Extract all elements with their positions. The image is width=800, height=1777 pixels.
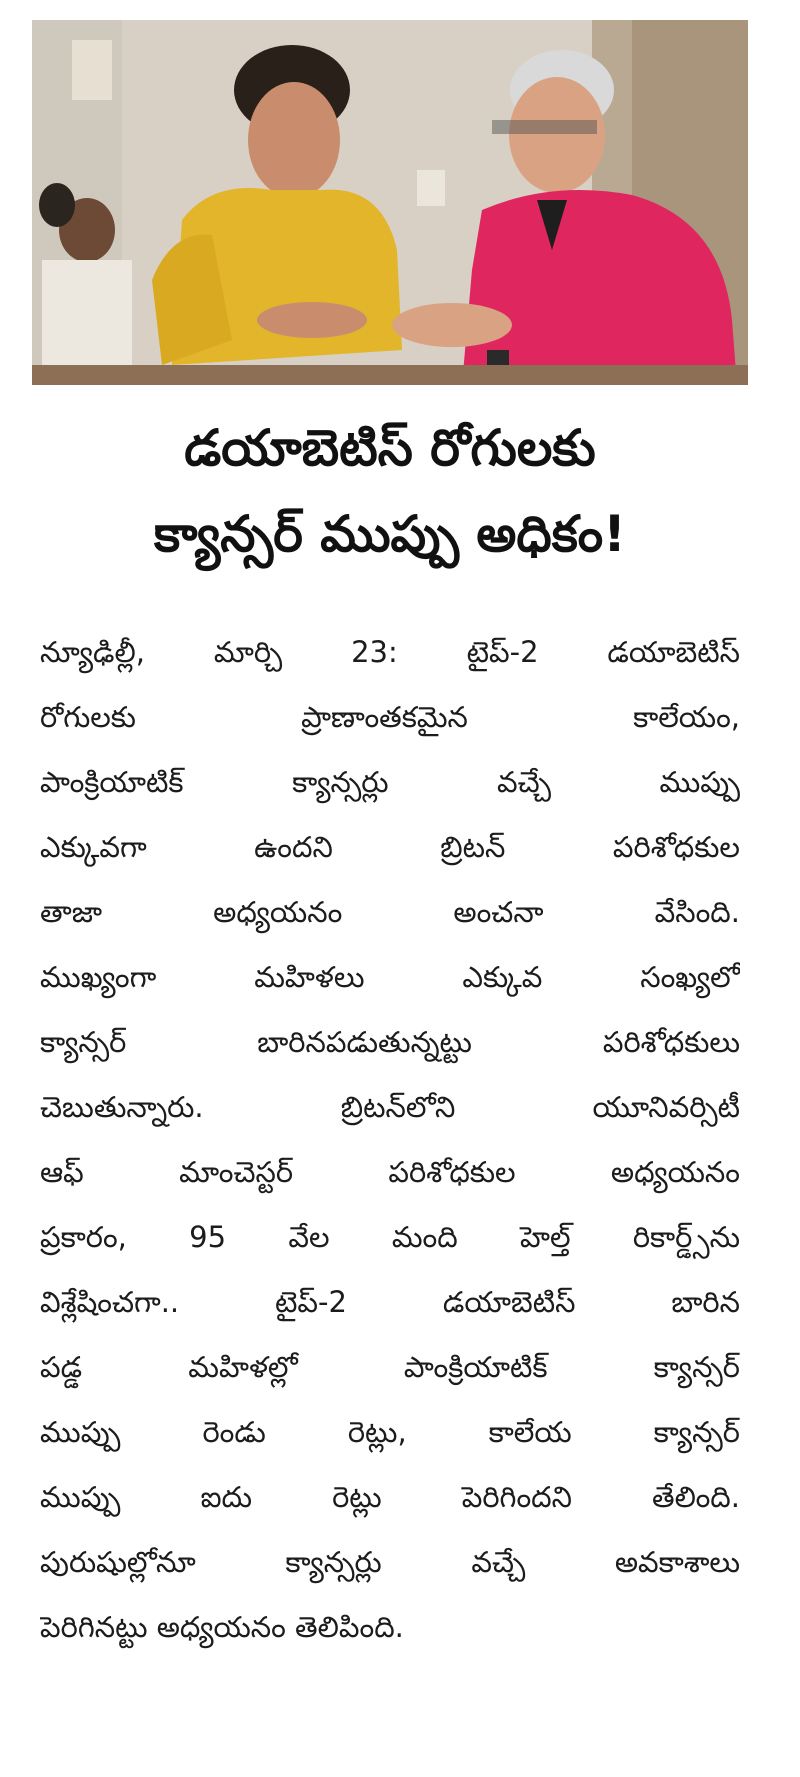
body-line: ముఖ్యంగా మహిళలు ఎక్కువ సంఖ్యలో xyxy=(40,960,740,994)
article-photo xyxy=(32,20,748,385)
headline-line-2: క్యాన్సర్ ముప్పు అధికం! xyxy=(154,505,626,563)
body-line: న్యూఢిల్లీ, మార్చి 23: టైప్-2 డయాబెటిస్ xyxy=(40,635,740,669)
body-line: చెబుతున్నారు. బ్రిటన్‌లోని యూనివర్సిటీ xyxy=(40,1090,740,1124)
body-line: ఎక్కువగా ఉందని బ్రిటన్ పరిశోధకుల xyxy=(40,830,740,864)
headline xyxy=(32,405,748,577)
news-clipping xyxy=(32,20,748,1742)
article-body xyxy=(40,620,740,1660)
body-line: రోగులకు ప్రాణాంతకమైన కాలేయం, xyxy=(40,700,740,734)
body-line: తాజా అధ్యయనం అంచనా వేసింది. xyxy=(40,895,740,929)
body-line: ముప్పు ఐదు రెట్లు పెరిగిందని తేలింది. xyxy=(40,1480,740,1514)
body-line: పెరిగినట్టు అధ్యయనం తెలిపింది. xyxy=(40,1610,404,1644)
photo-illustration xyxy=(32,20,748,385)
body-line: పడ్డ మహిళల్లో పాంక్రియాటిక్ క్యాన్సర్ xyxy=(40,1350,740,1384)
headline-line-1: డయాబెటిస్ రోగులకు xyxy=(184,419,596,477)
body-line: ఆఫ్ మాంచెస్టర్ పరిశోధకుల అధ్యయనం xyxy=(40,1155,740,1189)
body-line: ముప్పు రెండు రెట్లు, కాలేయ క్యాన్సర్ xyxy=(40,1415,740,1449)
body-line: పురుషుల్లోనూ క్యాన్సర్లు వచ్చే అవకాశాలు xyxy=(40,1545,740,1579)
body-line: పాంక్రియాటిక్ క్యాన్సర్లు వచ్చే ముప్పు xyxy=(40,765,740,799)
body-line: విశ్లేషించగా.. టైప్-2 డయాబెటిస్ బారిన xyxy=(40,1285,740,1319)
body-line: ప్రకారం, 95 వేల మంది హెల్త్ రికార్డ్స్‌ను xyxy=(40,1220,740,1254)
body-line: క్యాన్సర్ బారినపడుతున్నట్టు పరిశోధకులు xyxy=(40,1025,740,1059)
